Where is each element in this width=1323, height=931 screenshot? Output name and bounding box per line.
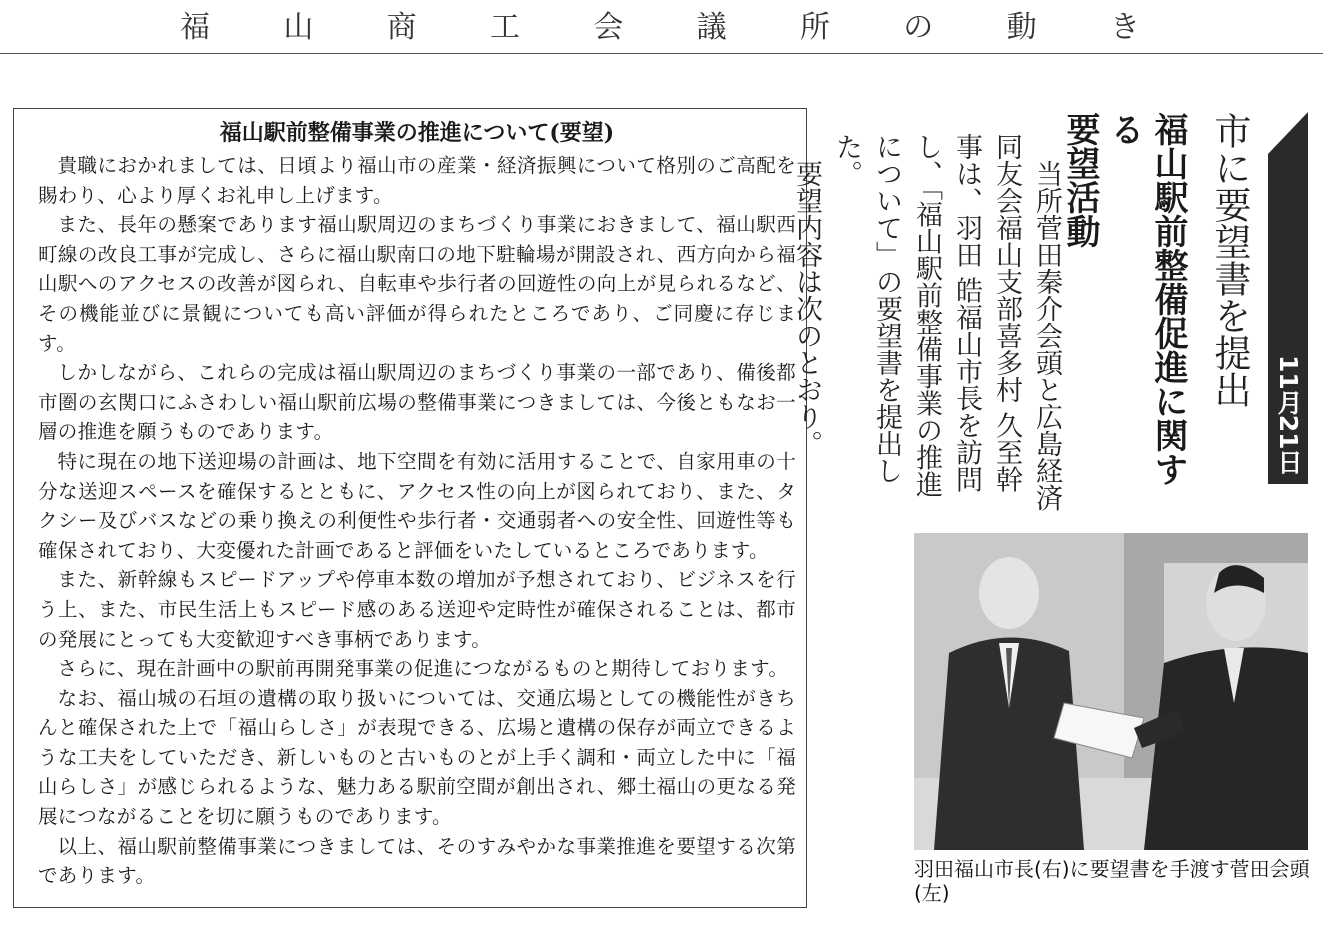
weekday-badge: 水 bbox=[1237, 406, 1265, 426]
letter-paragraph: 以上、福山駅前整備事業につきましては、そのすみやかな事業推進を要望する次第であります。 bbox=[38, 834, 796, 888]
letter-paragraph: また、新幹線もスピードアップや停車本数の増加が予想されており、ビジネスを行う上、また、市民生活上もスピード感のある送迎や定時性が確保されることは、都市の発展にとっても大変歓迎すべき事柄であります。 bbox=[38, 568, 796, 651]
article-headline bbox=[1060, 112, 1190, 502]
header-char: 商 bbox=[386, 10, 417, 45]
letter-paragraph: また、長年の懸案であります福山駅周辺のまちづくり事業におきまして、福山駅西町線の改良工事が完成し、さらに福山駅南口の地下駐輪場が開設され、西方向から福山駅へのアクセスの改善が図られ、自転車や歩行者の回遊性の向上が見られるなど、その機能並びに景観についても高い評価が得られたところであり、ご同慶に存じます。 bbox=[38, 213, 796, 355]
letter-paragraph: しかしながら、これらの完成は福山駅周辺のまちづくり事業の一部であり、備後都市圏の玄関口にふさわしい福山駅前広場の整備事業につきましては、今後ともなお一層の推進を願うものであります。 bbox=[38, 361, 796, 444]
date-value: 11月21日 bbox=[1274, 355, 1303, 475]
article-subtitle: 市に要望書を提出 bbox=[1208, 112, 1251, 408]
header-char: 会 bbox=[593, 10, 624, 45]
header-char: 山 bbox=[283, 10, 314, 45]
header-char: 工 bbox=[489, 10, 520, 45]
article-body bbox=[791, 133, 1066, 513]
header-char: 所 bbox=[799, 10, 830, 45]
letter-paragraph: さらに、現在計画中の駅前再開発事業の促進につながるものと期待しております。 bbox=[57, 657, 789, 681]
letter-title: 福山駅前整備事業の推進について(要望) bbox=[219, 120, 615, 146]
letter-paragraph: なお、福山城の石垣の遺構の取り扱いについては、交通広場としての機能性がきちんと確保された上で「福山らしさ」が表現できる、広場と遺構の保存が両立できるような工夫をしていただき、新しいものと古いものとが上手く調和・両立した中に「福山らしさ」が感じられるような、魅力ある駅前空間が創出され、郷土福山の更なる発展につながることを切に願うものであります。 bbox=[38, 686, 796, 829]
letter-paragraph: 貴職におかれましては、日頃より福山市の産業・経済振興について格別のご高配を賜わり、心より厚くお礼申し上げます。 bbox=[38, 154, 796, 207]
article-date bbox=[1243, 345, 1306, 485]
letter-paragraph: 特に現在の地下送迎場の計画は、地下空間を有効に活用することで、自家用車の十分な送迎スペースを確保するとともに、アクセス性の向上が図られており、また、タクシー及びバスなどの乗り換えの利便性や歩行者・交通弱者への安全性、回遊性等も確保されており、大変優れた計画であると評価をいたしているところであります。 bbox=[38, 449, 796, 562]
header-char: き bbox=[1109, 10, 1140, 45]
header-char: 議 bbox=[696, 10, 727, 45]
article-paragraph: 当所菅田秦介会頭と広島経済同友会福山支部喜多村 久至幹事は、羽田 皓福山市長を訪問し、「福山駅前整備事業の推進について」の要望書を提出した。 bbox=[831, 133, 1062, 511]
handover-photo bbox=[914, 533, 1308, 850]
request-letter-box bbox=[13, 108, 807, 908]
page-header-title bbox=[180, 2, 1140, 46]
headline-line: 要望活動 bbox=[1060, 112, 1100, 248]
header-char: の bbox=[903, 10, 934, 45]
header-char: 動 bbox=[1006, 10, 1037, 45]
header-char: 福 bbox=[180, 10, 210, 45]
photo-caption: 羽田福山市長(右)に要望書を手渡す菅田会頭(左) bbox=[914, 857, 1310, 905]
photo-illustration bbox=[914, 533, 1308, 850]
headline-line: 福山駅前整備促進に関する bbox=[1104, 112, 1188, 486]
article-paragraph: 要望内容は次のとおり。 bbox=[791, 160, 822, 457]
header-divider bbox=[0, 53, 1323, 54]
